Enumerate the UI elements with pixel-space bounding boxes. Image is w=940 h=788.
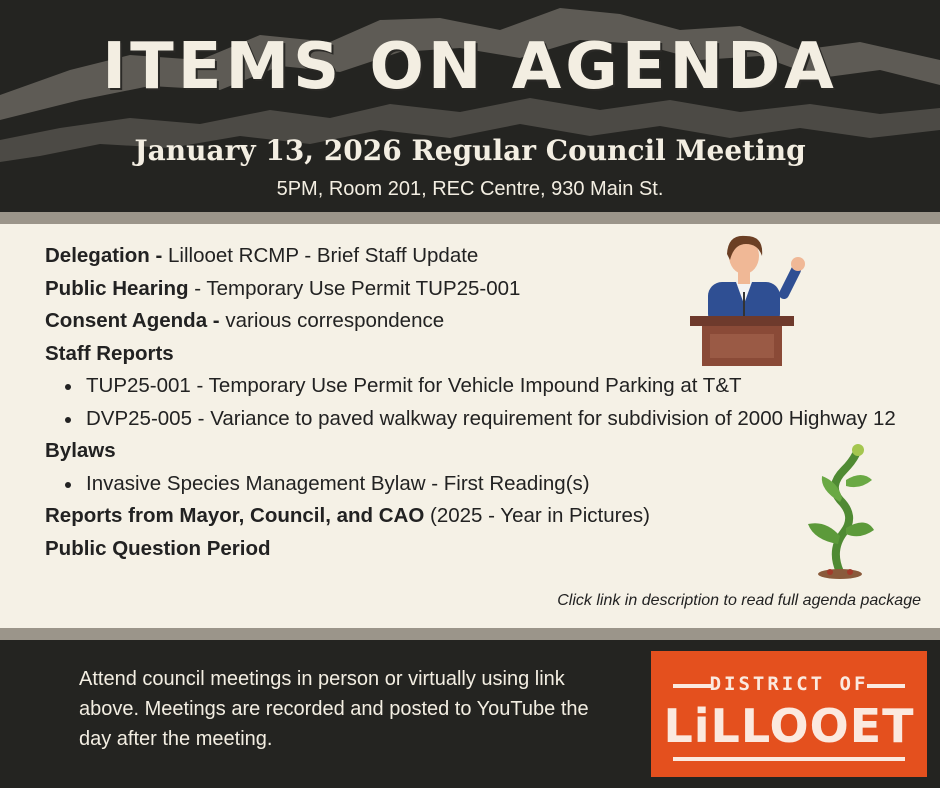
agenda-item-staff-reports: Staff Reports	[45, 341, 174, 365]
divider-bottom	[0, 628, 940, 640]
footer	[0, 640, 940, 788]
plant-sprout-illustration-icon	[800, 440, 880, 580]
agenda-panel	[0, 224, 940, 628]
logo-main-text: LiLLOOET	[663, 699, 915, 753]
agenda-item-question-period: Public Question Period	[45, 536, 271, 560]
agenda-item-delegation: Delegation - Lillooet RCMP - Brief Staff Update	[45, 244, 479, 267]
logo-top-text: DISTRICT OF	[709, 673, 869, 695]
footer-text: Attend council meetings in person or virtually using link above. Meetings are recorded and posted to YouTube the day after the meeting.	[79, 668, 589, 750]
page-title: ITEMS ON AGENDA	[102, 30, 838, 104]
agenda-item-reports: Reports from Mayor, Council, and CAO (2025 - Year in Pictures)	[45, 504, 650, 527]
list-item: TUP25-001 - Temporary Use Permit for Vehicle Impound Parking at T&T	[45, 370, 925, 403]
logo-rule-bottom	[673, 757, 905, 761]
agenda-item-bylaws: Bylaws	[45, 439, 116, 462]
agenda-item-public-hearing: Public Hearing - Temporary Use Permit TUP25-001	[45, 276, 521, 300]
agenda-item-consent: Consent Agenda - various correspondence	[45, 309, 445, 332]
meeting-subtitle: January 13, 2026 Regular Council Meeting	[134, 134, 806, 167]
header	[0, 0, 940, 212]
list-item: DVP25-005 - Variance to paved walkway requirement for subdivision of 2000 Highway 12	[45, 403, 926, 436]
district-logo	[651, 651, 927, 777]
agenda-package-note: Click link in description to read full agenda package	[557, 592, 921, 609]
list-item: Invasive Species Management Bylaw - First Reading(s)	[45, 468, 925, 501]
divider-top	[0, 212, 940, 224]
meeting-details: 5PM, Room 201, REC Centre, 930 Main St.	[276, 178, 664, 200]
speaker-at-podium-illustration-icon	[680, 230, 810, 366]
